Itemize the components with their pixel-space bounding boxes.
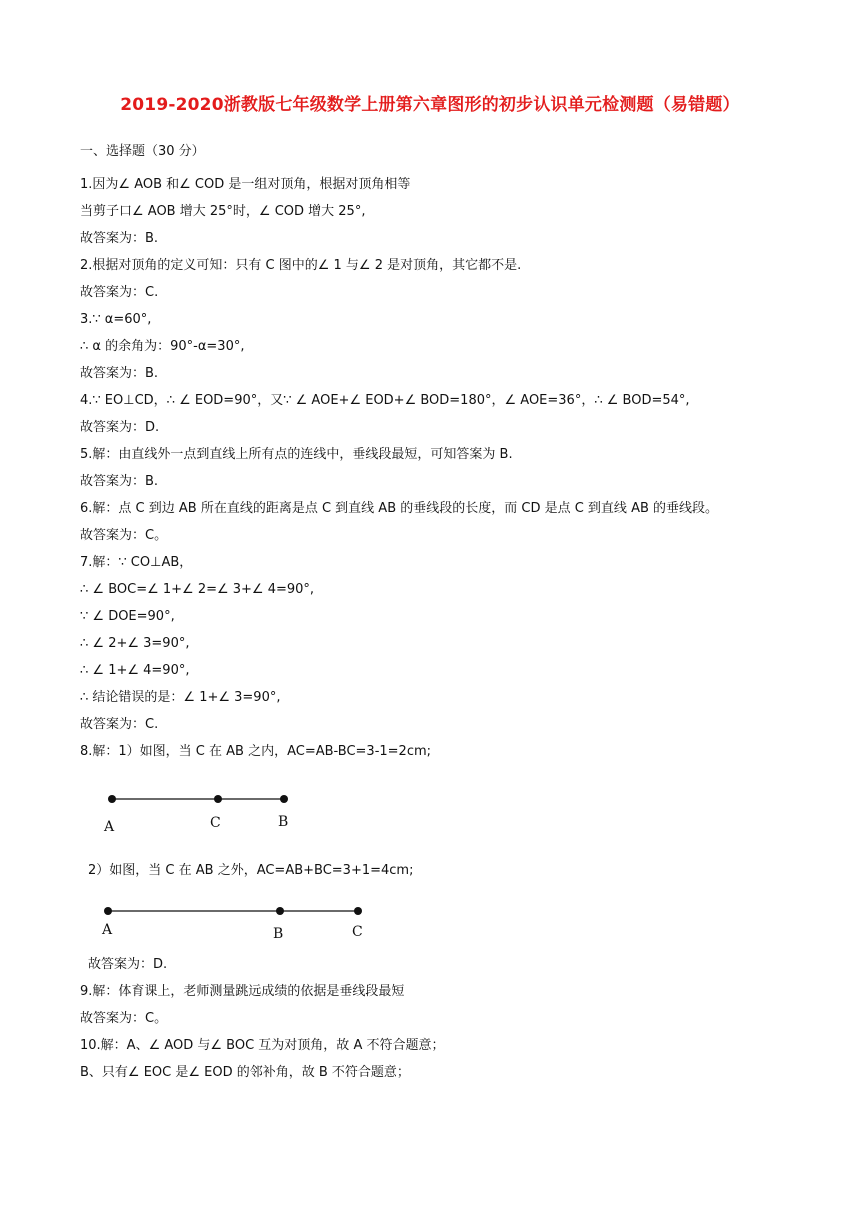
point-label: B <box>273 926 284 942</box>
point-label: B <box>278 814 289 830</box>
answer-line: 故答案为：D. <box>88 957 168 972</box>
answer-line: 1.因为∠ AOB 和∠ COD 是一组对顶角，根据对顶角相等 <box>80 177 411 192</box>
section-heading: 一、选择题（30 分） <box>80 144 205 159</box>
answer-line: ∴ ∠ 2+∠ 3=90°, <box>80 636 190 651</box>
answer-line: 故答案为：C. <box>80 285 159 300</box>
answer-line: 故答案为：B. <box>80 474 159 489</box>
answer-line: 故答案为：C. <box>80 717 159 732</box>
segment-figure-1 <box>96 784 316 838</box>
answer-line: ∵ ∠ DOE=90°, <box>80 609 175 624</box>
point-b <box>280 795 288 803</box>
answer-line: 8.解：1）如图，当 C 在 AB 之内，AC=AB-BC=3-1=2cm; <box>80 744 432 759</box>
point-b <box>276 907 284 915</box>
point-c <box>354 907 362 915</box>
point-a <box>108 795 116 803</box>
answer-line: ∴ ∠ 1+∠ 4=90°, <box>80 663 190 678</box>
segment-figure-2 <box>96 898 386 946</box>
answer-line: 故答案为：D. <box>80 420 160 435</box>
answer-line: 2.根据对顶角的定义可知：只有 C 图中的∠ 1 与∠ 2 是对顶角，其它都不是. <box>80 258 522 273</box>
answer-line: 当剪子口∠ AOB 增大 25°时，∠ COD 增大 25°, <box>80 204 366 219</box>
answer-line: ∴ ∠ BOC=∠ 1+∠ 2=∠ 3+∠ 4=90°, <box>80 582 315 597</box>
point-label: C <box>352 924 363 940</box>
answer-line: B、只有∠ EOC 是∠ EOD 的邻补角，故 B 不符合题意； <box>80 1065 410 1080</box>
answer-line: 5.解：由直线外一点到直线上所有点的连线中，垂线段最短，可知答案为 B. <box>80 447 513 462</box>
answer-line: 10.解：A、∠ AOD 与∠ BOC 互为对顶角，故 A 不符合题意； <box>80 1038 445 1053</box>
answer-line: 4.∵ EO⊥CD，∴ ∠ EOD=90°，又∵ ∠ AOE+∠ EOD+∠ BOD=180°，∠ AOE=36°，∴ ∠ BOD=54°, <box>80 393 690 408</box>
answer-line: 6.解：点 C 到边 AB 所在直线的距离是点 C 到直线 AB 的垂线段的长度，而 CD 是点 C 到直线 AB 的垂线段。 <box>80 501 719 516</box>
answer-line: ∴ 结论错误的是：∠ 1+∠ 3=90°, <box>80 690 281 705</box>
point-label: A <box>102 922 113 938</box>
answer-line: ∴ α 的余角为：90°-α=30°, <box>80 339 245 354</box>
answer-line: 故答案为：B. <box>80 366 159 381</box>
point-label: C <box>210 815 221 831</box>
answer-line: 故答案为：C。 <box>80 528 168 543</box>
point-a <box>104 907 112 915</box>
answer-line: 2）如图，当 C 在 AB 之外，AC=AB+BC=3+1=4cm; <box>88 863 414 878</box>
answer-line: 7.解：∵ CO⊥AB， <box>80 555 193 570</box>
point-label: A <box>104 819 115 835</box>
answer-line: 9.解：体育课上，老师测量跳远成绩的依据是垂线段最短 <box>80 984 405 999</box>
point-c <box>214 795 222 803</box>
document-title: 2019-2020浙教版七年级数学上册第六章图形的初步认识单元检测题（易错题） <box>120 95 740 115</box>
answer-line: 3.∵ α=60°, <box>80 312 152 327</box>
answer-line: 故答案为：C。 <box>80 1011 168 1026</box>
answer-line: 故答案为：B. <box>80 231 159 246</box>
